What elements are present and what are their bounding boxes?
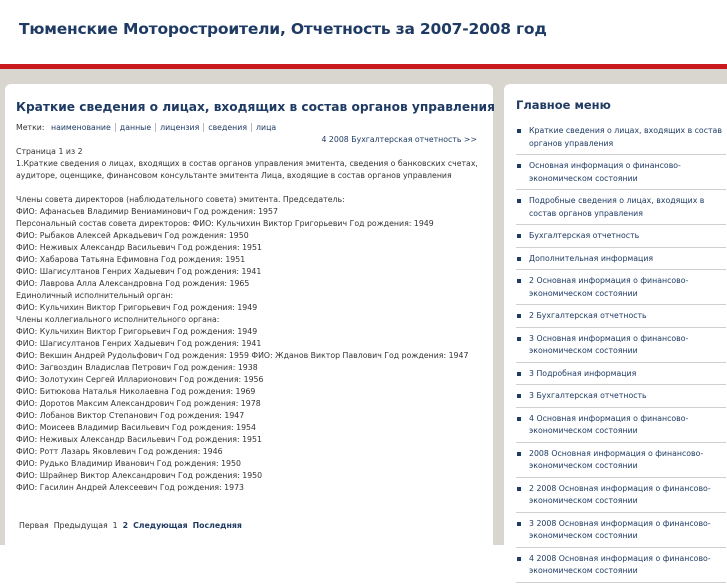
body-line: ФИО: Хабарова Татьяна Ефимовна Год рождения: 1951 — [16, 255, 246, 264]
menu-item-label[interactable]: 2008 Основная информация о финансово-экономическом состоянии — [529, 448, 704, 470]
menu-item-label[interactable]: Бухгалтерская отчетность — [529, 231, 640, 240]
post-title[interactable]: Краткие сведения о лицах, входящих в состав органов управления — [16, 100, 495, 114]
menu-item-label[interactable]: 3 Основная информация о финансово-экономическом состоянии — [529, 333, 689, 355]
body-line: аудиторе, оценщике, финансовом консультанте эмитента Лица, входящие в состав органов управления — [16, 171, 452, 180]
bullet-icon — [517, 557, 521, 561]
tag-link[interactable]: лицензия — [155, 123, 203, 132]
body-line: ФИО: Рыбаков Алексей Аркадьевич Год рождения: 1950 — [16, 231, 249, 240]
body-line: ФИО: Битюкова Наталья Николаевна Год рождения: 1969 — [16, 387, 256, 396]
body-line: Единоличный исполнительный орган: — [16, 291, 174, 300]
bullet-icon — [517, 487, 521, 491]
menu-item[interactable] — [516, 252, 726, 271]
bullet-icon — [517, 234, 521, 238]
menu-item-label[interactable]: Дополнительная информация — [529, 253, 654, 263]
menu-item-label[interactable]: 2 Бухгалтерская отчетность — [529, 311, 647, 320]
tag-link[interactable]: данные — [115, 123, 155, 132]
body-line: Персональный состав совета директоров: ФИО: Кульчихин Виктор Григорьевич Год рождения: 1949 — [16, 219, 434, 228]
pagination — [19, 521, 247, 530]
bullet-icon — [517, 314, 521, 318]
menu-item[interactable] — [516, 447, 726, 478]
body-line: ФИО: Золотухин Сергей Илларионович Год рождения: 1956 — [16, 375, 264, 384]
bullet-icon — [517, 257, 521, 261]
menu-item-label[interactable]: 3 Бухгалтерская отчетность — [529, 391, 647, 400]
last-page-link[interactable]: Последняя — [192, 521, 242, 530]
first-page-link: Первая — [19, 521, 49, 530]
page-2-link[interactable]: 2 — [122, 521, 129, 530]
menu-item-label[interactable]: 3 2008 Основная информация о финансово-экономическом состоянии — [529, 518, 711, 540]
tag-link[interactable]: сведения — [203, 123, 251, 132]
bullet-icon — [517, 417, 521, 421]
body-line: Страница 1 из 2 — [16, 147, 83, 156]
menu-item-label[interactable]: 3 Подробная информация — [529, 368, 637, 378]
bullet-icon — [517, 164, 521, 168]
menu-item[interactable] — [516, 274, 726, 305]
menu-item[interactable] — [516, 124, 726, 155]
body-line: 1.Краткие сведения о лицах, входящих в состав органов управления эмитента, сведения о банковских счетах, — [16, 159, 478, 168]
body-line: ФИО: Гасилин Андрей Алексеевич Год рождения: 1973 — [16, 483, 244, 492]
body-line: ФИО: Шагисултанов Генрих Хадыевич Год рождения: 1941 — [16, 267, 262, 276]
menu-item-label[interactable]: 4 2008 Основная информация о финансово-экономическом состоянии — [529, 553, 711, 575]
body-line: ФИО: Шрайнер Виктор Александрович Год рождения: 1950 — [16, 471, 263, 480]
bullet-icon — [517, 452, 521, 456]
body-line: ФИО: Неживых Александр Васильевич Год рождения: 1951 — [16, 435, 262, 444]
menu-item[interactable] — [516, 332, 726, 363]
bullet-icon — [517, 394, 521, 398]
menu-item[interactable] — [516, 194, 726, 225]
site-header — [0, 0, 727, 64]
next-post-link[interactable]: 4 2008 Бухгалтерская отчетность >> — [321, 135, 477, 144]
body-line: ФИО: Кульчихин Виктор Григорьевич Год рождения: 1949 — [16, 327, 258, 336]
menu-item-label[interactable]: 2 Основная информация о финансово-экономическом состоянии — [529, 276, 689, 298]
body-line: Члены коллегиального исполнительного органа: — [16, 315, 220, 324]
tag-link[interactable]: лица — [251, 123, 280, 132]
main-content — [5, 84, 493, 554]
sidebar — [504, 84, 727, 575]
body-line: ФИО: Афанасьев Владимир Вениаминович Год рождения: 1957 — [16, 207, 278, 216]
menu-item[interactable] — [516, 367, 726, 386]
menu-item[interactable] — [516, 309, 726, 328]
menu-item[interactable] — [516, 482, 726, 513]
menu-item[interactable] — [516, 412, 726, 443]
body-line: ФИО: Лобанов Виктор Степанович Год рождения: 1947 — [16, 411, 245, 420]
body-line: ФИО: Векшин Андрей Рудольфович Год рождения: 1959 ФИО: Жданов Виктор Павлович Год рождения: 1947 — [16, 351, 469, 360]
body-line: Члены совета директоров (наблюдательного совета) эмитента. Председатель: — [16, 195, 345, 204]
body-line: ФИО: Загвоздин Владислав Петрович Год рождения: 1938 — [16, 363, 258, 372]
prev-page-link: Предыдущая — [53, 521, 108, 530]
next-page-link[interactable]: Следующая — [133, 521, 188, 530]
menu-item-label[interactable]: Подробные сведения о лицах, входящих в состав органов управления — [529, 196, 705, 218]
site-title[interactable]: Тюменские Моторостроители, Отчетность за 2007-2008 год — [19, 20, 547, 38]
menu-item[interactable] — [516, 159, 726, 190]
page-1: 1 — [112, 521, 118, 530]
tag-link[interactable]: наименование — [50, 123, 111, 132]
menu-item[interactable] — [516, 389, 726, 408]
menu-item[interactable] — [516, 552, 726, 583]
body-line: ФИО: Рудько Владимир Иванович Год рождения: 1950 — [16, 459, 241, 468]
menu-item-label[interactable]: 4 Основная информация о финансово-экономическом состоянии — [529, 413, 689, 435]
menu-item-label[interactable]: Основная информация о финансово-экономическом состоянии — [529, 161, 681, 183]
body-line: ФИО: Лаврова Алла Александровна Год рождения: 1965 — [16, 279, 250, 288]
body-line: ФИО: Неживых Александр Васильевич Год рождения: 1951 — [16, 243, 262, 252]
body-line: ФИО: Шагисултанов Генрих Хадыевич Год рождения: 1941 — [16, 339, 262, 348]
tags-row — [16, 123, 280, 132]
sidebar-title: Главное меню — [516, 98, 611, 112]
body-line: ФИО: Доротов Максим Александрович Год рождения: 1978 — [16, 399, 261, 408]
body-line: ФИО: Ротт Лазарь Яковлевич Год рождения: 1946 — [16, 447, 223, 456]
bullet-icon — [517, 129, 521, 133]
bullet-icon — [517, 279, 521, 283]
bullet-icon — [517, 337, 521, 341]
tags-label: Метки: — [16, 123, 45, 132]
bullet-icon — [517, 199, 521, 203]
bullet-icon — [517, 372, 521, 376]
menu-item[interactable] — [516, 229, 726, 248]
menu-item-label[interactable]: 2 2008 Основная информация о финансово-экономическом состоянии — [529, 483, 711, 505]
menu-item[interactable] — [516, 517, 726, 548]
bullet-icon — [517, 522, 521, 526]
menu-item-label[interactable]: Краткие сведения о лицах, входящих в состав органов управления — [529, 126, 722, 148]
main-menu — [516, 124, 726, 587]
body-line: ФИО: Моисеев Владимир Васильевич Год рождения: 1954 — [16, 423, 256, 432]
body-line: ФИО: Кульчихин Виктор Григорьевич Год рождения: 1949 — [16, 303, 258, 312]
